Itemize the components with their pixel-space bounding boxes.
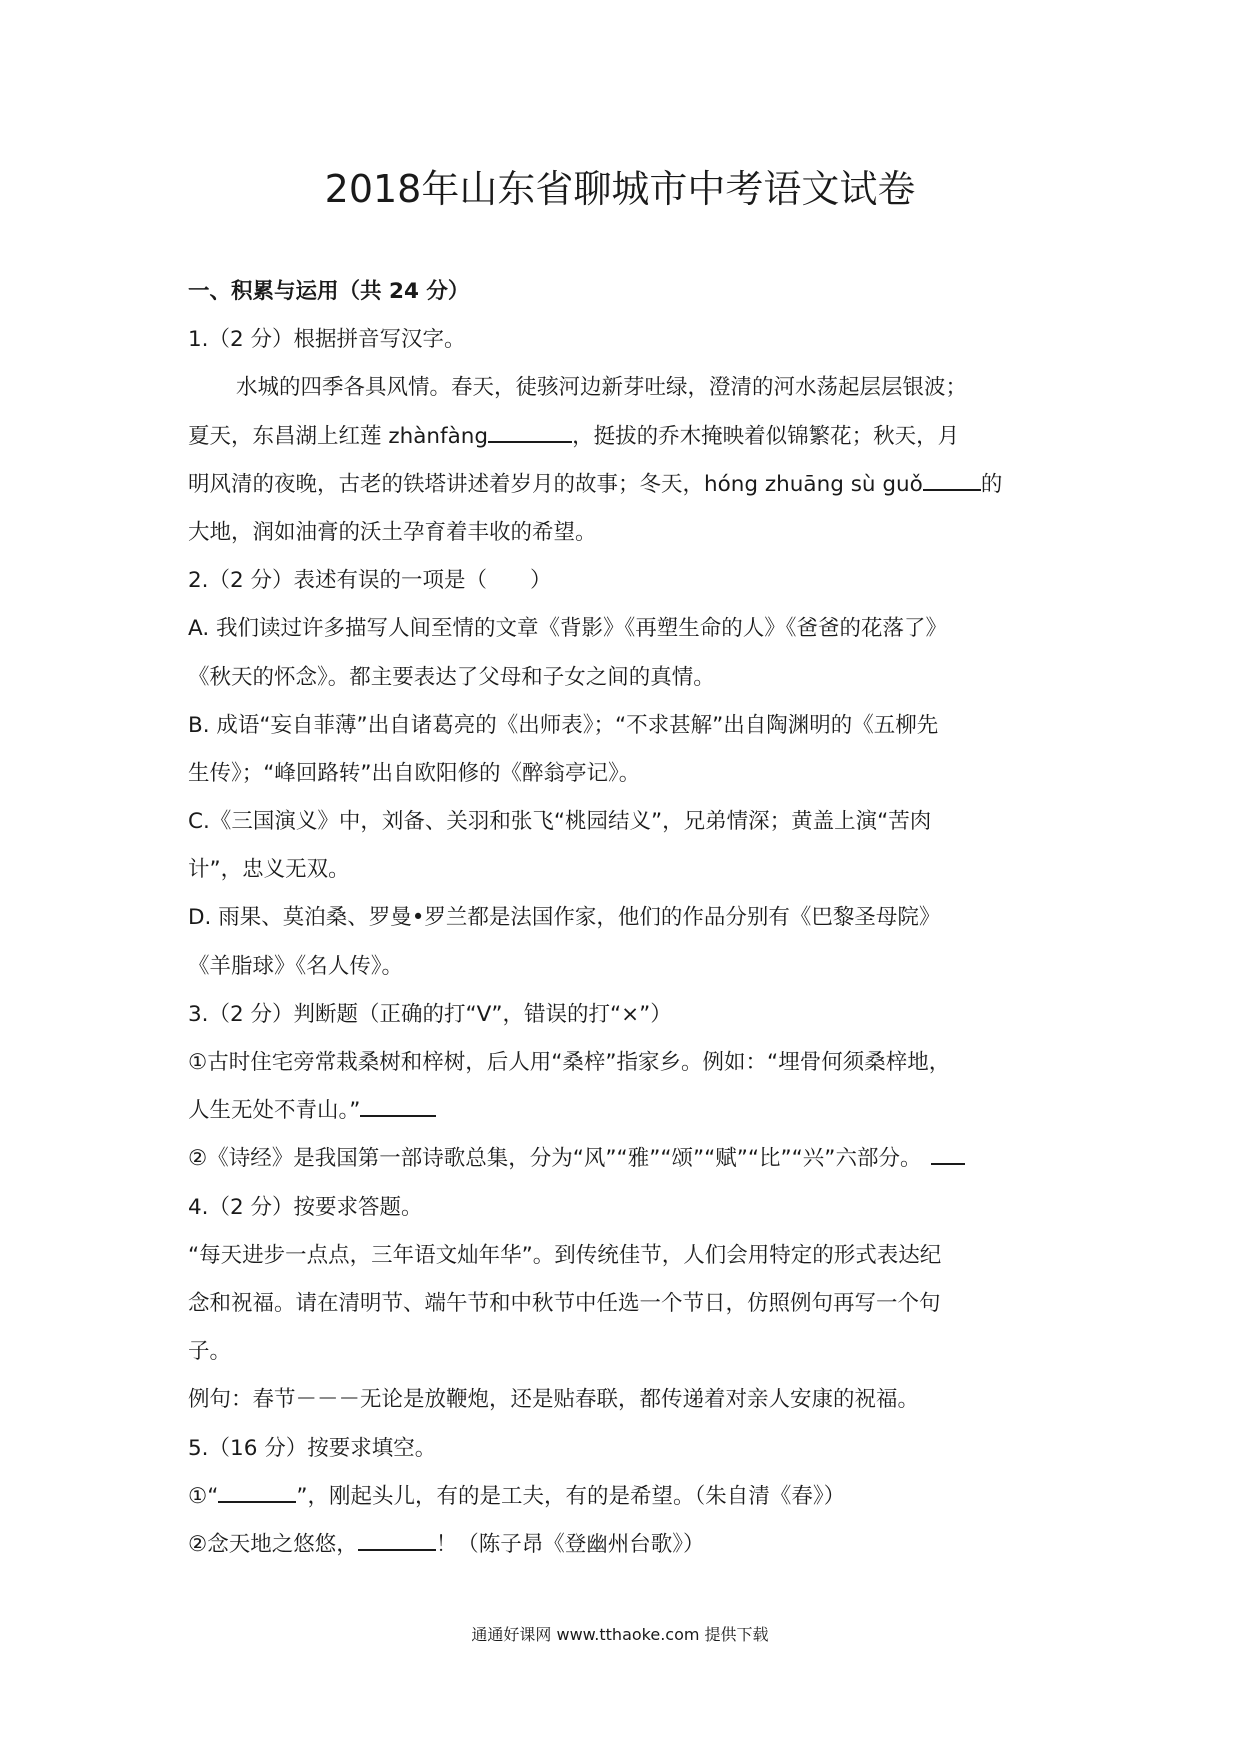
question-1-text: 的: [980, 471, 1003, 497]
question-5-text: ”，刚起头儿，有的是工夫，有的是希望。（朱自清《春》）: [296, 1483, 846, 1509]
option-a-line: A. 我们读过许多描写人间至情的文章《背影》《再塑生命的人》《爸爸的花落了》: [188, 616, 948, 642]
question-1-text-line: [188, 461, 1058, 509]
answer-blank[interactable]: [488, 418, 572, 443]
question-3-text: ②《诗经》是我国第一部诗歌总集，分为“风”“雅”“颂”“赋”“比”“兴”六部分。: [188, 1146, 922, 1172]
question-4-text-line: 子。: [188, 1339, 232, 1365]
question-4-example: 例句：春节－－－无论是放鞭炮，还是贴春联，都传递着对亲人安康的祝福。: [188, 1387, 920, 1413]
question-1-text-line: 大地，润如油膏的沃土孕育着丰收的希望。: [188, 519, 597, 545]
question-1-heading: 1.（2 分）根据拼音写汉字。: [188, 327, 466, 353]
question-3-heading: 3.（2 分）判断题（正确的打“V”，错误的打“×”）: [188, 1001, 672, 1027]
answer-blank[interactable]: [358, 1526, 436, 1551]
answer-blank[interactable]: [218, 1478, 296, 1503]
question-5-heading: 5.（16 分）按要求填空。: [188, 1435, 437, 1461]
page-footer: 通通好课网 www.tthaoke.com 提供下载: [471, 1625, 769, 1644]
option-a-line: 《秋天的怀念》。都主要表达了父母和子女之间的真情。: [188, 664, 715, 690]
question-3-text: 人生无处不青山。”: [188, 1098, 361, 1124]
question-5-text: ②念天地之悠悠，: [188, 1531, 358, 1557]
section-heading: 一、积累与运用（共 24 分）: [188, 279, 470, 304]
page-title: 2018年山东省聊城市中考语文试卷: [324, 167, 916, 211]
option-c-line: 计”，忠义无双。: [188, 857, 350, 883]
question-5-item-1: [188, 1473, 1058, 1521]
answer-blank[interactable]: [931, 1141, 965, 1166]
question-1-text: ，挺拔的乔木掩映着似锦繁花；秋天，月: [572, 423, 960, 449]
question-1-text: 明风清的夜晚，古老的铁塔讲述着岁月的故事；冬天，hóng zhuāng sù guǒ: [188, 471, 923, 497]
answer-blank[interactable]: [360, 1093, 436, 1118]
option-b-line: 生传》；“峰回路转”出自欧阳修的《醉翁亭记》。: [188, 760, 641, 786]
exam-content: [188, 268, 1058, 1569]
option-c-line: C.《三国演义》中，刘备、关羽和张飞“桃园结义”，兄弟情深；黄盖上演“苦肉: [188, 809, 932, 835]
question-4-heading: 4.（2 分）按要求答题。: [188, 1194, 423, 1220]
question-1-text-line: 水城的四季各具风情。春天，徒骇河边新芽吐绿，澄清的河水荡起层层银波；: [236, 375, 968, 401]
question-1-text: 夏天，东昌湖上红莲 zhànfàng: [188, 423, 489, 449]
option-d-line: 《羊脂球》《名人传》。: [188, 953, 404, 979]
answer-blank[interactable]: [923, 466, 981, 491]
question-5-text: ①“: [188, 1483, 219, 1509]
option-d-line: D. 雨果、莫泊桑、罗曼•罗兰都是法国作家，他们的作品分别有《巴黎圣母院》: [188, 905, 941, 931]
option-b-line: B. 成语“妄自菲薄”出自诸葛亮的《出师表》；“不求甚解”出自陶渊明的《五柳先: [188, 712, 939, 738]
question-1-text-line: [188, 413, 1058, 461]
question-3-item-1: [188, 1087, 1058, 1135]
question-2-heading: 2.（2 分）表述有误的一项是（ ）: [188, 568, 552, 594]
question-4-text-line: “每天进步一点点，三年语文灿年华”。到传统佳节，人们会用特定的形式表达纪: [188, 1242, 942, 1268]
question-3-item-1: ①古时住宅旁常栽桑树和梓树，后人用“桑梓”指家乡。例如：“埋骨何须桑梓地，: [188, 1050, 951, 1075]
question-3-item-2: [188, 1135, 1058, 1183]
question-5-text: ！（陈子昂《登幽州台歌》）: [435, 1531, 705, 1557]
question-4-text-line: 念和祝福。请在清明节、端午节和中秋节中任选一个节日，仿照例句再写一个句: [188, 1290, 941, 1316]
question-5-item-2: [188, 1521, 1058, 1569]
